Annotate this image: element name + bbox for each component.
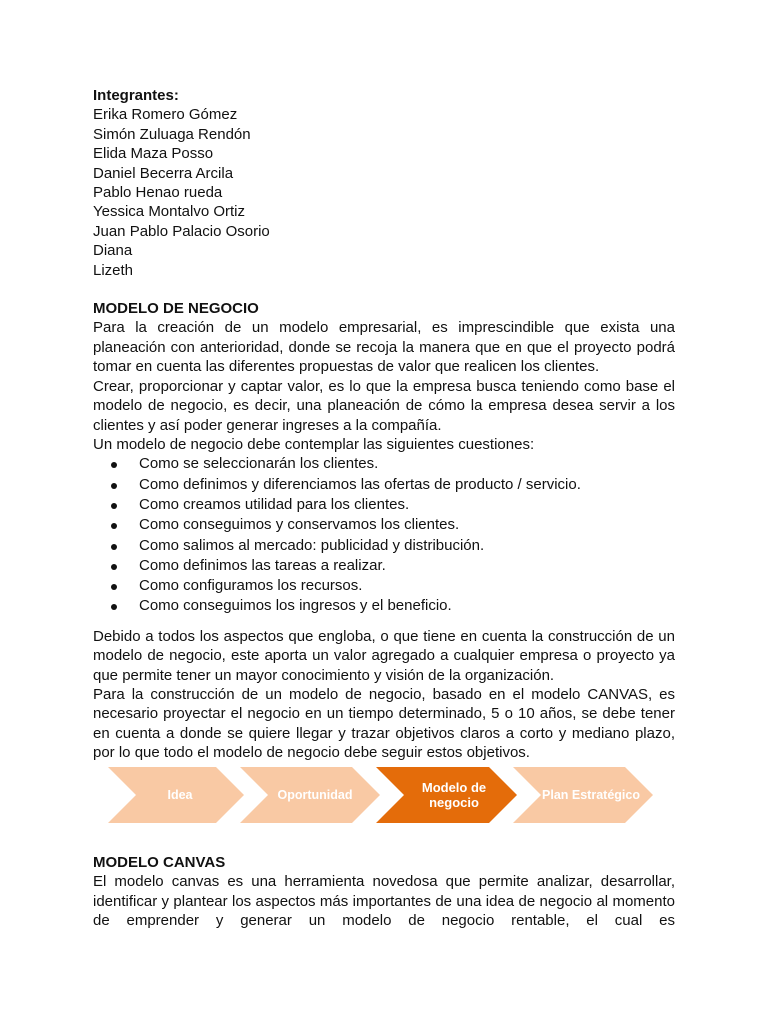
paragraph: Debido a todos los aspectos que engloba, o que tiene en cuenta la construcción de un modelo de negocio, este aporta un valor agregado a cualquier empresa o proyecto ya que permite tener un mayor conocimiento y visión de la organización. <box>93 627 675 684</box>
bullet-icon <box>111 503 117 509</box>
paragraph: Crear, proporcionar y captar valor, es lo que la empresa busca teniendo como base el modelo de negocio, es decir, una planeación de cómo la empresa desea servir a los clientes y así poder generar ingreses a la compañía. <box>93 377 675 434</box>
member-name: Elida Maza Posso <box>93 145 214 163</box>
member-name: Erika Romero Gómez <box>93 106 238 124</box>
member-name: Lizeth <box>93 261 134 279</box>
bullet-icon <box>111 584 117 590</box>
list-item <box>93 556 675 576</box>
list-item <box>93 596 675 616</box>
business-model-heading: MODELO DE NEGOCIO <box>93 300 259 318</box>
member-name: Simón Zuluaga Rendón <box>93 125 251 143</box>
document-body <box>93 86 675 763</box>
list-item-text: Como definimos y diferenciamos las ofertas de producto / servicio. <box>139 475 581 493</box>
list-item <box>93 454 675 474</box>
list-item-text: Como configuramos los recursos. <box>139 577 363 595</box>
list-item-text: Como conseguimos los ingresos y el beneficio. <box>139 597 452 615</box>
members-heading: Integrantes: <box>93 87 179 104</box>
paragraph: Para la construcción de un modelo de negocio, basado en el modelo CANVAS, es necesario proyectar el negocio en un tiempo determinado, 5 o 10 años, se debe tener en cuenta a donde se quiere llegar y trazar objetivos claros a corto y mediano plazo, por lo que todo el modelo de negocio debe seguir estos objetivos. <box>93 685 675 762</box>
member-name: Pablo Henao rueda <box>93 184 223 202</box>
list-item <box>93 495 675 515</box>
process-step-label: Idea <box>167 787 193 802</box>
bullet-icon <box>111 544 117 550</box>
process-step-label: Plan Estratégico <box>542 787 640 802</box>
list-item <box>93 576 675 596</box>
bullet-icon <box>111 564 117 570</box>
process-step-label: Oportunidad <box>277 787 353 802</box>
member-name: Diana <box>93 242 133 260</box>
bullet-icon <box>111 462 117 468</box>
process-chevron-diagram <box>108 767 653 823</box>
paragraph: Un modelo de negocio debe contemplar las siguientes cuestiones: <box>93 435 535 453</box>
list-item <box>93 515 675 535</box>
list-item <box>93 475 675 495</box>
process-step-label: Modelo de negocio <box>421 780 487 810</box>
paragraph: Para la creación de un modelo empresarial, es imprescindible que exista una planeación con anterioridad, donde se recoja la manera que en que el proyecto podrá tomar en cuenta las diferentes propuestas de valor que realicen los clientes. <box>93 319 675 376</box>
bullet-list <box>93 454 675 616</box>
paragraph: El modelo canvas es una herramienta novedosa que permite analizar, desarrollar, identificar y plantear los aspectos más importantes de una idea de negocio al momento de emprender y generar un modelo de negocio rentable, el cual es <box>93 873 675 930</box>
bullet-icon <box>111 483 117 489</box>
member-name: Yessica Montalvo Ortiz <box>93 203 246 221</box>
canvas-section <box>93 853 675 931</box>
member-name: Juan Pablo Palacio Osorio <box>93 222 270 240</box>
list-item-text: Como creamos utilidad para los clientes. <box>139 495 410 513</box>
business-model-section <box>93 299 675 762</box>
list-item-text: Como se seleccionarán los clientes. <box>139 455 379 473</box>
bullet-icon <box>111 523 117 529</box>
list-item-text: Como definimos las tareas a realizar. <box>139 556 386 574</box>
list-item-text: Como salimos al mercado: publicidad y distribución. <box>139 536 485 554</box>
members-section <box>93 86 675 280</box>
list-item <box>93 536 675 556</box>
member-name: Daniel Becerra Arcila <box>93 164 234 182</box>
bullet-icon <box>111 604 117 610</box>
list-item-text: Como conseguimos y conservamos los clientes. <box>139 516 460 534</box>
canvas-heading: MODELO CANVAS <box>93 854 226 871</box>
